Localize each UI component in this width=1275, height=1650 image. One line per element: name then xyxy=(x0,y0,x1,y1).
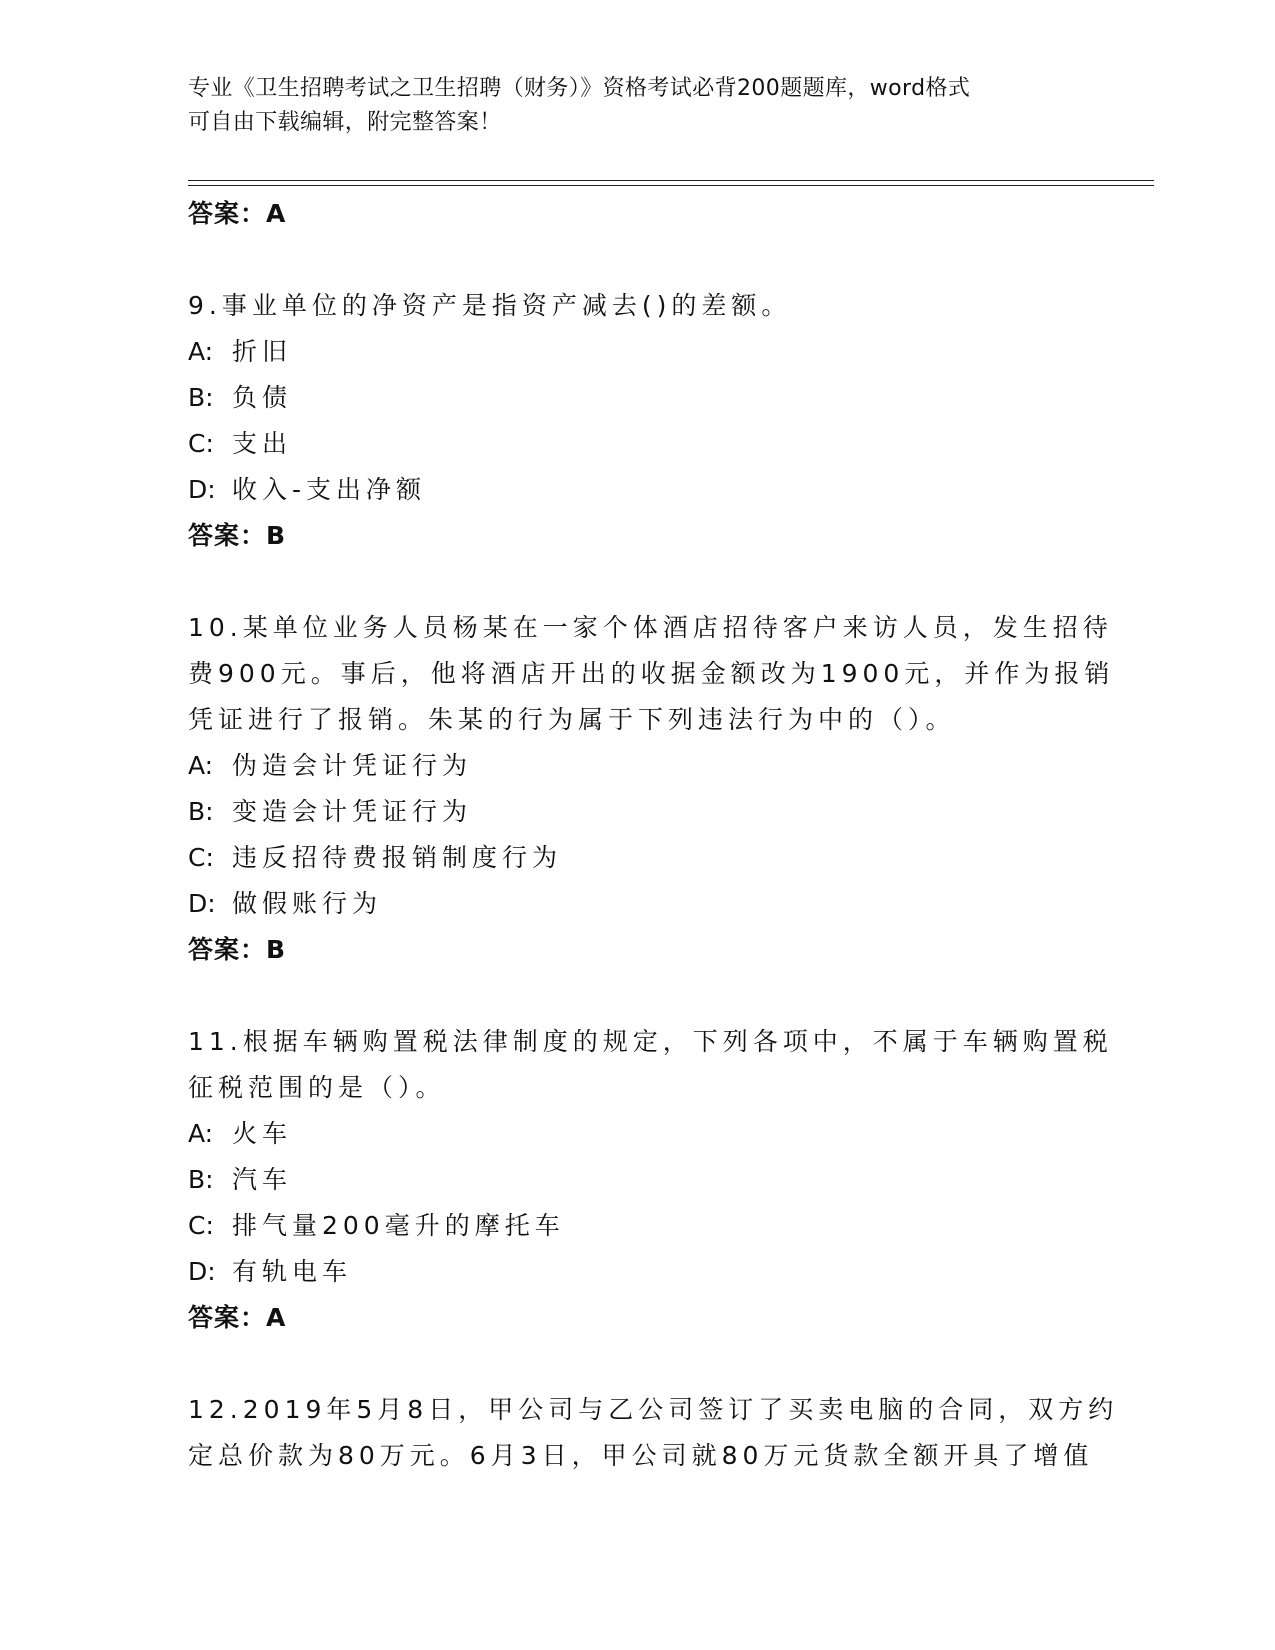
question-stem: 10.某单位业务人员杨某在一家个体酒店招待客户来访人员，发生招待 xyxy=(188,613,1113,642)
answer-line: 答案：A xyxy=(188,1303,287,1332)
option-a xyxy=(188,329,1088,375)
header-line: 专业《卫生招聘考试之卫生招聘（财务）》资格考试必背200题题库，word格式 xyxy=(188,76,971,101)
question-stem: 12.2019年5月8日，甲公司与乙公司签订了买卖电脑的合同，双方约 xyxy=(188,1395,1119,1424)
option-text: 有轨电车 xyxy=(232,1257,353,1286)
question-block xyxy=(188,1019,1113,1341)
answer-line: 答案：A xyxy=(188,199,287,228)
page-header xyxy=(188,72,1068,140)
option-d xyxy=(188,467,1088,513)
header-line: 可自由下载编辑，附完整答案！ xyxy=(188,110,502,135)
option-a xyxy=(188,1111,1088,1157)
option-key: D: xyxy=(188,889,216,918)
blank-spacer xyxy=(188,1341,1088,1387)
option-key: C: xyxy=(188,1211,214,1240)
option-a xyxy=(188,743,1088,789)
option-text: 排气量200毫升的摩托车 xyxy=(232,1211,565,1240)
question-block xyxy=(188,283,1088,559)
option-text: 汽车 xyxy=(232,1165,293,1194)
question-stem: 9.事业单位的净资产是指资产减去()的差额。 xyxy=(188,291,792,320)
option-text: 违反招待费报销制度行为 xyxy=(232,843,563,872)
blank-spacer xyxy=(188,973,1088,1019)
option-b xyxy=(188,1157,1088,1203)
option-text: 伪造会计凭证行为 xyxy=(232,751,473,780)
option-text: 负债 xyxy=(232,383,293,412)
option-key: C: xyxy=(188,429,214,458)
option-text: 火车 xyxy=(232,1119,293,1148)
option-c xyxy=(188,1203,1088,1249)
blank-spacer xyxy=(188,237,1088,283)
question-stem: 11.根据车辆购置税法律制度的规定，下列各项中，不属于车辆购置税 xyxy=(188,1027,1113,1056)
question-stem: 征税范围的是（）。 xyxy=(188,1073,446,1102)
option-d xyxy=(188,1249,1088,1295)
option-text: 支出 xyxy=(232,429,293,458)
option-text: 做假账行为 xyxy=(232,889,383,918)
question-stem: 费900元。事后，他将酒店开出的收据金额改为1900元，并作为报销 xyxy=(188,659,1115,688)
option-d xyxy=(188,881,1088,927)
option-key: D: xyxy=(188,1257,216,1286)
option-b xyxy=(188,789,1088,835)
option-c xyxy=(188,421,1088,467)
question-block xyxy=(188,605,1115,973)
option-key: B: xyxy=(188,383,214,412)
option-key: C: xyxy=(188,843,214,872)
option-text: 收入-支出净额 xyxy=(232,475,427,504)
option-key: A: xyxy=(188,751,214,780)
header-rule xyxy=(188,185,1154,186)
option-b xyxy=(188,375,1088,421)
blank-spacer xyxy=(188,559,1088,605)
option-key: A: xyxy=(188,1119,214,1148)
answer-line: 答案：B xyxy=(188,521,287,550)
option-text: 变造会计凭证行为 xyxy=(232,797,473,826)
question-list xyxy=(188,191,1119,1479)
option-key: B: xyxy=(188,1165,214,1194)
answer-line: 答案：B xyxy=(188,935,287,964)
question-stem: 定总价款为80万元。6月3日，甲公司就80万元货款全额开具了增值 xyxy=(188,1441,1094,1470)
option-key: D: xyxy=(188,475,216,504)
option-text: 折旧 xyxy=(232,337,293,366)
option-c xyxy=(188,835,1088,881)
option-key: A: xyxy=(188,337,214,366)
question-stem: 凭证进行了报销。朱某的行为属于下列违法行为中的（）。 xyxy=(188,705,956,734)
option-key: B: xyxy=(188,797,214,826)
question-block xyxy=(188,1387,1119,1479)
header-rule xyxy=(188,180,1154,181)
